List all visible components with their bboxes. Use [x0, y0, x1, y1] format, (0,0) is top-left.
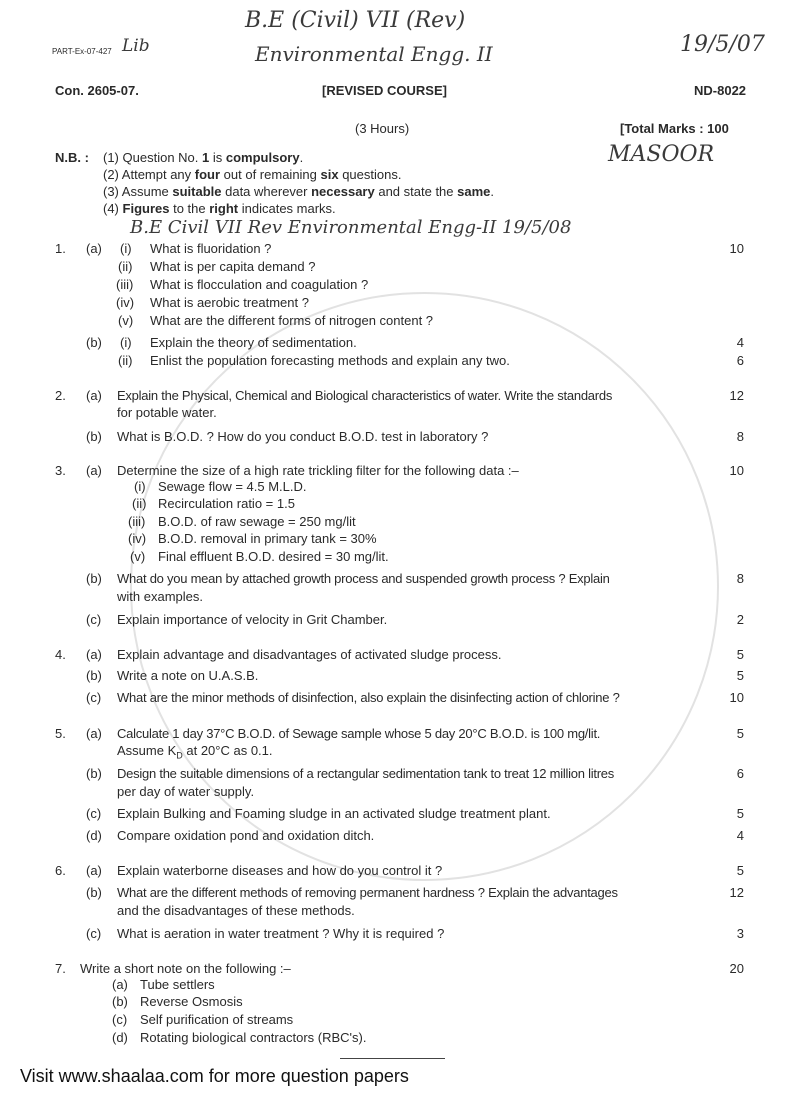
text: data wherever — [221, 184, 312, 199]
text: (v) — [118, 313, 134, 328]
text: Write a note on U.A.S.B. — [117, 668, 259, 683]
nb-1 — [103, 150, 303, 165]
text: (ii) — [118, 259, 133, 274]
text: 5 — [736, 726, 744, 741]
question-text: What are the different forms of nitrogen content ? — [150, 313, 434, 328]
text: (c) — [86, 926, 102, 941]
text: 10 — [729, 463, 744, 478]
nb-4 — [103, 201, 336, 216]
text: Compare oxidation pond and oxidation ditch. — [117, 828, 375, 843]
text: . — [299, 150, 304, 165]
nb-2 — [103, 167, 401, 182]
text: Explain importance of velocity in Grit Chamber. — [117, 612, 388, 627]
footer-link-text[interactable]: Visit www.shaalaa.com for more question papers — [20, 1066, 409, 1086]
text: (a) — [86, 388, 102, 403]
text: right — [209, 201, 239, 216]
text: (i) — [134, 479, 146, 494]
text: (c) — [86, 806, 102, 821]
text: (ii) — [118, 353, 133, 368]
text: (a) — [86, 726, 102, 741]
text: questions. — [338, 167, 402, 182]
text: (b) — [86, 571, 102, 586]
text: 12 — [729, 885, 744, 900]
text: Determine the size of a high rate trickling filter for the following data :– — [117, 463, 519, 478]
text: 2 — [736, 612, 744, 627]
text: Assume K — [117, 743, 177, 758]
text: (a) — [112, 977, 128, 992]
course-type: [REVISED COURSE] — [322, 83, 447, 98]
text: 8 — [736, 571, 744, 586]
text: (b) — [112, 994, 128, 1009]
part-label: (a) — [86, 241, 102, 256]
text: (a) — [86, 863, 102, 878]
text: 2. — [55, 388, 66, 403]
text: Reverse Osmosis — [140, 994, 243, 1009]
handwritten-subject: Environmental Engg. II — [255, 42, 493, 66]
text: (2) — [103, 167, 119, 182]
handwritten-lib: Lib — [122, 36, 150, 56]
total-marks: [Total Marks : 100 — [620, 121, 729, 136]
text: Explain waterborne diseases and how do you control it ? — [117, 863, 443, 878]
text: (c) — [86, 690, 102, 705]
paper-code: ND-8022 — [694, 83, 747, 98]
text: same — [457, 184, 491, 199]
text: 10 — [729, 690, 744, 705]
text: (ii) — [132, 496, 147, 511]
text: to the — [169, 201, 210, 216]
text: (b) — [86, 885, 102, 900]
text: 6 — [736, 766, 744, 781]
text: (iii) — [128, 514, 146, 529]
text: (1) — [103, 150, 119, 165]
text: 5 — [736, 668, 744, 683]
marks: 6 — [736, 353, 744, 368]
text: (v) — [130, 549, 146, 564]
question-text: What is flocculation and coagulation ? — [150, 277, 369, 292]
sub-label: (i) — [120, 241, 132, 256]
text: 5 — [736, 806, 744, 821]
marks: 4 — [736, 335, 744, 350]
text: (d) — [112, 1030, 128, 1045]
text: Tube settlers — [140, 977, 215, 992]
text: 4. — [55, 647, 66, 662]
question-text: What is per capita demand ? — [150, 259, 316, 274]
text: suitable — [172, 184, 222, 199]
text: (4) — [103, 201, 119, 216]
text: What is aeration in water treatment ? Why it is required ? — [117, 926, 445, 941]
text: necessary — [311, 184, 375, 199]
text: 5. — [55, 726, 66, 741]
text: (3) — [103, 184, 119, 199]
text: (i) — [120, 335, 132, 350]
text: and the disadvantages of these methods. — [117, 903, 355, 918]
handwritten-course: B.E (Civil) VII (Rev) — [245, 8, 466, 33]
text: Self purification of streams — [140, 1012, 294, 1027]
text: Sewage flow = 4.5 M.L.D. — [158, 479, 307, 494]
text: compulsory — [225, 150, 300, 165]
text: 12 — [729, 388, 744, 403]
text: six — [320, 167, 339, 182]
text: with examples. — [117, 589, 203, 604]
text: is — [209, 150, 226, 165]
text: and state the — [374, 184, 458, 199]
part-label: (b) — [86, 335, 102, 350]
text: indicates marks. — [238, 201, 336, 216]
text: (b) — [86, 668, 102, 683]
text: What are the different methods of removing permanent hardness ? Explain the advantages — [117, 885, 618, 900]
con-number: Con. 2605-07. — [55, 83, 139, 98]
end-rule — [340, 1058, 445, 1059]
text: (b) — [86, 429, 102, 444]
text: (b) — [86, 766, 102, 781]
text: 3. — [55, 463, 66, 478]
text: 20 — [729, 961, 744, 976]
text: Recirculation ratio = 1.5 — [158, 496, 295, 511]
text: What are the minor methods of disinfection, also explain the disinfecting action of chlorine ? — [117, 690, 620, 705]
text: Write a short note on the following :– — [80, 961, 291, 976]
handwritten-note: B.E Civil VII Rev Environmental Engg-II 19/5/08 — [130, 217, 572, 238]
text: 7. — [55, 961, 66, 976]
text: What do you mean by attached growth process and suspended growth process ? Explain — [117, 571, 610, 586]
text: (a) — [86, 647, 102, 662]
marks: 10 — [729, 241, 744, 256]
text: Question No. — [122, 150, 203, 165]
text: 4 — [736, 828, 744, 843]
text: Explain advantage and disadvantages of activated sludge process. — [117, 647, 502, 662]
text: four — [194, 167, 221, 182]
text: 8 — [736, 429, 744, 444]
text: (c) — [112, 1012, 128, 1027]
text: Explain Bulking and Foaming sludge in an activated sludge treatment plant. — [117, 806, 551, 821]
text: at 20°C as 0.1. — [182, 743, 273, 758]
question-text: Enlist the population forecasting methods and explain any two. — [150, 353, 510, 368]
text: 1 — [202, 150, 210, 165]
nb-3 — [103, 184, 494, 199]
handwritten-date: 19/5/07 — [680, 32, 765, 57]
paper-ref: PART-Ex-07-427 — [52, 47, 112, 56]
duration: (3 Hours) — [355, 121, 410, 136]
text: Attempt any — [121, 167, 195, 182]
text: B.O.D. removal in primary tank = 30% — [158, 531, 377, 546]
text: out of remaining — [220, 167, 321, 182]
text: Assume — [121, 184, 173, 199]
text: Figures — [122, 201, 170, 216]
text: (iv) — [116, 295, 135, 310]
text: (a) — [86, 463, 102, 478]
text: Final effluent B.O.D. desired = 30 mg/lit. — [158, 549, 389, 564]
q-number: 1. — [55, 241, 66, 256]
text: 6. — [55, 863, 66, 878]
text: . — [490, 184, 495, 199]
text: (iii) — [116, 277, 134, 292]
text: Rotating biological contractors (RBC's). — [140, 1030, 367, 1045]
text: 5 — [736, 647, 744, 662]
question-text: Explain the theory of sedimentation. — [150, 335, 357, 350]
text: (c) — [86, 612, 102, 627]
text: B.O.D. of raw sewage = 250 mg/lit — [158, 514, 356, 529]
question-text: What is aerobic treatment ? — [150, 295, 309, 310]
text: 5 — [736, 863, 744, 878]
text: Calculate 1 day 37°C B.O.D. of Sewage sample whose 5 day 20°C B.O.D. is 100 mg/lit. — [117, 726, 601, 741]
nb-label: N.B. : — [55, 150, 89, 165]
handwritten-name: MASOOR — [608, 142, 715, 167]
text: (iv) — [128, 531, 147, 546]
text: per day of water supply. — [117, 784, 255, 799]
text: Design the suitable dimensions of a rectangular sedimentation tank to treat 12 million litres — [117, 766, 615, 781]
text: Explain the Physical, Chemical and Biological characteristics of water. Write the standards — [117, 388, 613, 403]
text: for potable water. — [117, 405, 217, 420]
text: 3 — [736, 926, 744, 941]
text: (d) — [86, 828, 102, 843]
question-text: What is fluoridation ? — [150, 241, 272, 256]
text: What is B.O.D. ? How do you conduct B.O.D. test in laboratory ? — [117, 429, 489, 444]
text: D — [176, 750, 183, 761]
